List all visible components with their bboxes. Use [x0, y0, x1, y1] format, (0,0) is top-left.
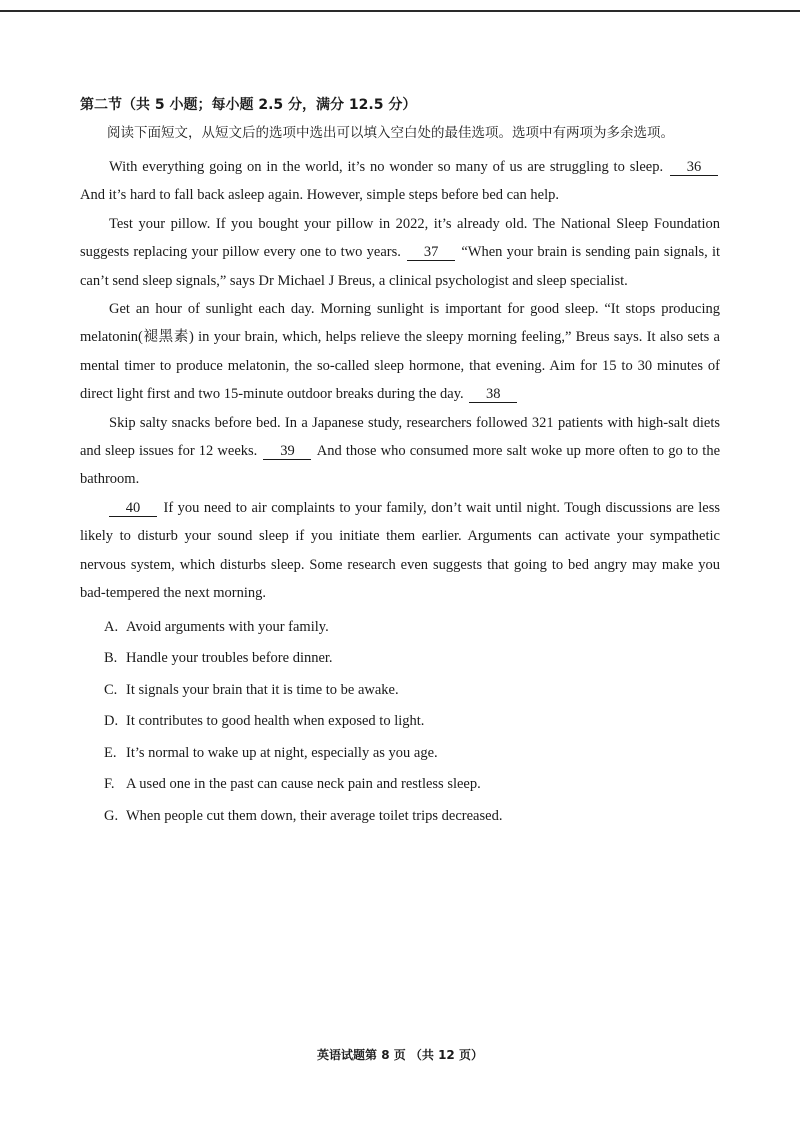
paragraph-text: “When your brain is sending pain signals, it can’t send sleep signals,” says Dr Michael J Breus, a clinical psychologist and sleep specialist.: [80, 244, 721, 289]
option-text: Handle your troubles before dinner.: [126, 650, 333, 666]
passage-paragraph-2: [80, 210, 720, 295]
option-letter: F.: [104, 776, 115, 792]
section-title: 第二节（共 5 小题；每小题 2.5 分，满分 12.5 分）: [80, 97, 417, 113]
section-instructions: 阅读下面短文，从短文后的选项中选出可以填入空白处的最佳选项。选项中有两项为多余选项。: [107, 125, 674, 141]
option-text: It signals your brain that it is time to be awake.: [126, 681, 399, 698]
option-letter: A.: [104, 618, 119, 635]
options-list: [80, 612, 720, 833]
passage-paragraph-5: [80, 494, 720, 608]
option-text: When people cut them down, their average toilet trips decreased.: [126, 807, 503, 824]
answer-blank-36: 36: [670, 159, 718, 176]
option-g: [104, 801, 720, 833]
paragraph-text: With everything going on in the world, it’s no wonder so many of us are struggling to sleep.: [109, 159, 664, 175]
option-text: Avoid arguments with your family.: [126, 618, 329, 635]
answer-blank-39: 39: [263, 443, 311, 460]
passage-paragraph-1: [80, 153, 720, 210]
answer-blank-40: 40: [109, 500, 157, 517]
option-letter: C.: [104, 681, 118, 698]
exam-section: [80, 94, 720, 832]
option-letter: G.: [104, 807, 119, 824]
option-c: [104, 675, 720, 707]
page-footer: 英语试题第 8 页 （共 12 页）: [317, 1048, 483, 1062]
option-e: [104, 738, 720, 770]
passage-paragraph-4: [80, 409, 720, 494]
option-a: [104, 612, 720, 644]
paragraph-text: And those who consumed more salt woke up more often to go to the bathroom.: [80, 443, 721, 488]
passage-paragraph-3: [80, 295, 720, 409]
paragraph-text: Get an hour of sunlight each day. Morning sunlight is important for good sleep. “It stops producing melatonin(褪黑素) in your brain, which, helps relieve the sleepy morning feeling,” Breus says. It also sets a mental timer to produce melatonin, the so-called sleep hormone, that evening. Aim for 15 to 30 minutes of direct light first and two 15-minute outdoor breaks during the day.: [80, 301, 720, 403]
option-d: [104, 706, 720, 738]
paragraph-text: Test your pillow. If you bought your pillow in 2022, it’s already old. The National Sleep Foundation suggests replacing your pillow every one to two years.: [80, 215, 720, 261]
option-text: It contributes to good health when exposed to light.: [126, 713, 425, 729]
option-f: [104, 769, 720, 801]
option-b: [104, 643, 720, 675]
top-border-line: [0, 10, 800, 12]
option-letter: E.: [104, 744, 117, 761]
option-text: A used one in the past can cause neck pain and restless sleep.: [126, 776, 481, 792]
option-letter: B.: [104, 650, 118, 666]
paragraph-text: And it’s hard to fall back asleep again. However, simple steps before bed can help.: [80, 187, 559, 204]
option-letter: D.: [104, 713, 119, 729]
paragraph-text: If you need to air complaints to your family, don’t wait until night. Tough discussions are less likely to disturb your sound sleep if you initiate them earlier. Arguments can activate your sympathetic nervous system, which disturbs sleep. Some research even suggests that going to bed angry may make you bad-tempered the next morning.: [80, 499, 720, 602]
option-text: It’s normal to wake up at night, especially as you age.: [126, 744, 438, 761]
paragraph-text: Skip salty snacks before bed. In a Japanese study, researchers followed 321 patients with high-salt diets and sleep issues for 12 weeks.: [80, 414, 720, 460]
answer-blank-37: 37: [407, 244, 455, 261]
answer-blank-38: 38: [469, 386, 517, 403]
